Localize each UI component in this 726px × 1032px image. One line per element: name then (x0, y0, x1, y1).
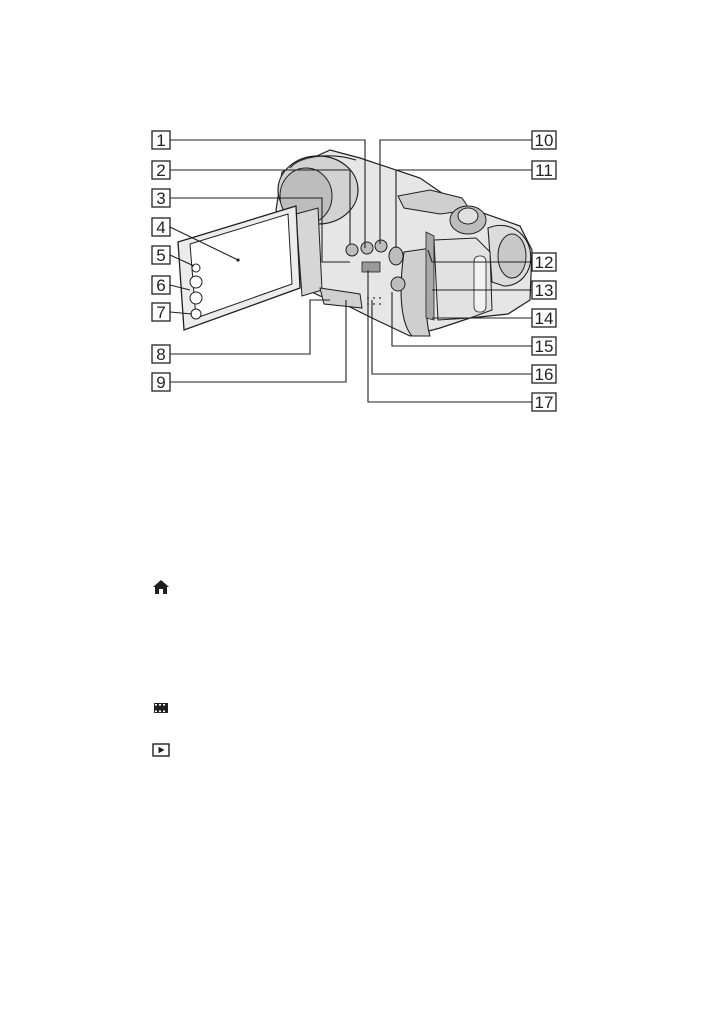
callout-15 (532, 337, 556, 356)
home-icon (152, 579, 170, 595)
svg-text:12: 12 (534, 253, 554, 272)
callout-2 (152, 161, 170, 180)
svg-text:2: 2 (156, 161, 166, 180)
callout-10 (532, 131, 556, 150)
callout-3 (152, 189, 170, 208)
callout-5 (152, 246, 170, 265)
svg-text:7: 7 (156, 303, 166, 322)
callout-17 (532, 393, 556, 412)
callout-12 (532, 253, 556, 272)
svg-text:4: 4 (156, 218, 166, 237)
callout-13 (532, 281, 556, 300)
svg-text:3: 3 (156, 189, 166, 208)
svg-text:1: 1 (156, 131, 166, 150)
callout-8 (152, 345, 170, 364)
svg-text:10: 10 (534, 131, 554, 150)
callout-4 (152, 218, 170, 237)
svg-text:8: 8 (156, 345, 166, 364)
callout-7 (152, 303, 170, 322)
svg-text:15: 15 (534, 337, 554, 356)
svg-text:16: 16 (534, 365, 554, 384)
svg-text:5: 5 (156, 246, 166, 265)
callout-6 (152, 276, 170, 295)
svg-text:17: 17 (534, 393, 554, 412)
play-icon (152, 742, 170, 758)
svg-text:9: 9 (156, 373, 166, 392)
camcorder-illustration (178, 150, 532, 336)
svg-text:14: 14 (534, 309, 554, 328)
callout-14 (532, 309, 556, 328)
svg-text:11: 11 (535, 161, 553, 180)
callout-9 (152, 373, 170, 392)
callout-1 (152, 131, 170, 150)
svg-text:6: 6 (156, 276, 166, 295)
callout-11 (532, 161, 556, 180)
film-strip-icon (152, 700, 170, 716)
callout-16 (532, 365, 556, 384)
svg-text:13: 13 (534, 281, 554, 300)
